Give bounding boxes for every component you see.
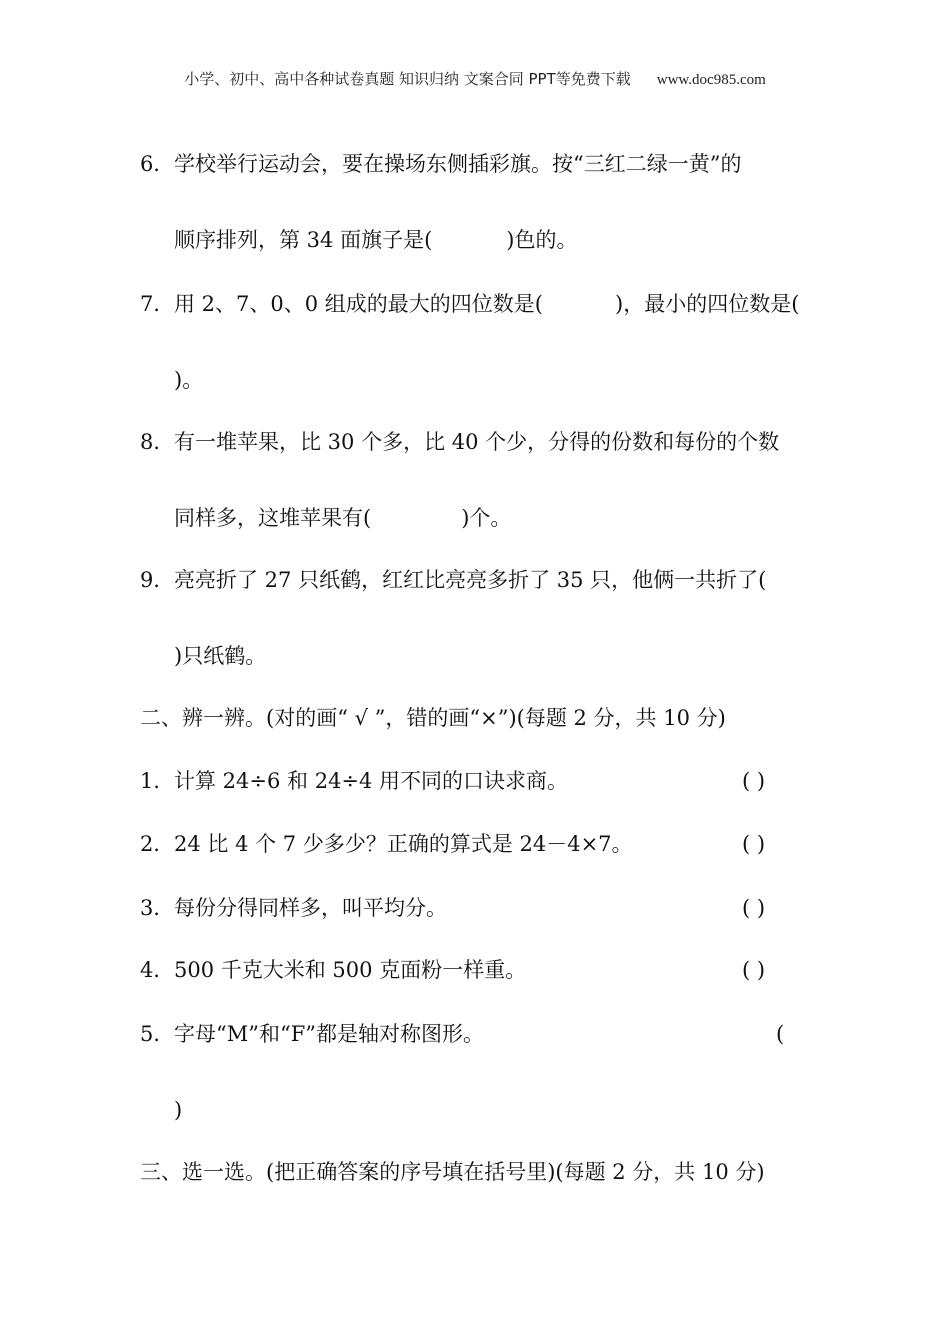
section2-title: 二、辨一辨。(对的画“ √ ”，错的画“×”)(每题 2 分，共 10 分) [140,706,726,730]
q6-number: 6． [140,152,175,176]
judge-item-4 [140,956,526,984]
judge-item-text: 24 比 4 个 7 少多少？正确的算式是 24－4×7。 [174,832,633,856]
q7-text-line1a: 用 2、7、0、0 组成的最大的四位数是( [174,292,543,316]
q7-text-line2: )。 [174,368,204,392]
judge-item-5 [140,1020,484,1048]
judge-item-text: 500 千克大米和 500 克面粉一样重。 [174,958,527,982]
judge-item-number: 1． [140,769,175,793]
q9-text-line1: 亮亮折了 27 只纸鹤，红红比亮亮多折了 35 只，他俩一共折了( [174,568,767,592]
judge-answer-5-close: ) [174,1098,183,1122]
q9-text-line2: )只纸鹤。 [174,644,267,668]
q8-text-line2b: )个。 [461,506,512,530]
judge-answer-2[interactable]: ( ) [742,832,766,856]
judge-item-number: 4． [140,958,175,982]
judge-answer-4[interactable]: ( ) [742,958,766,982]
q8-text-line2a: 同样多，这堆苹果有( [174,506,372,530]
q9-number: 9． [140,568,175,592]
q6-line1 [140,150,741,178]
judge-item-text: 计算 24÷6 和 24÷4 用不同的口诀求商。 [174,769,569,793]
judge-item-3 [140,894,447,922]
q7-text-line1b: )，最小的四位数是( [615,292,800,316]
q6-text-line1: 学校举行运动会，要在操场东侧插彩旗。按“三红二绿一黄”的 [174,152,742,176]
q7-line2 [174,366,203,394]
judge-item-number: 3． [140,896,175,920]
section3-title: 三、选一选。(把正确答案的序号填在括号里)(每题 2 分，共 10 分) [140,1160,765,1184]
q6-line2 [174,226,577,254]
judge-item-1 [140,767,568,795]
judge-item-number: 2． [140,832,175,856]
judge-item-text: 字母“M”和“F”都是轴对称图形。 [174,1022,485,1046]
q6-text-line2b: )色的。 [506,228,578,252]
q7-line1 [140,290,799,318]
judge-item-number: 5． [140,1022,175,1046]
judge-item-text: 每份分得同样多，叫平均分。 [174,896,447,920]
q7-number: 7． [140,292,175,316]
q8-text-line1: 有一堆苹果，比 30 个多，比 40 个少，分得的份数和每份的个数 [174,430,780,454]
judge-answer-1[interactable]: ( ) [742,769,766,793]
q8-line2 [174,504,511,532]
q9-line1 [140,566,766,594]
header-text: 小学、初中、高中各种试卷真题 知识归纳 文案合同 PPT等免费下载 [184,70,631,88]
q8-line1 [140,428,779,456]
q9-line2 [174,642,266,670]
judge-answer-3[interactable]: ( ) [742,896,766,920]
header-site: www.doc985.com [656,72,766,88]
judge-item-2 [140,830,633,858]
page-header [0,68,950,89]
q6-text-line2a: 顺序排列，第 34 面旗子是( [174,228,433,252]
judge-answer-5-open[interactable]: ( [776,1022,785,1046]
q8-number: 8． [140,430,175,454]
